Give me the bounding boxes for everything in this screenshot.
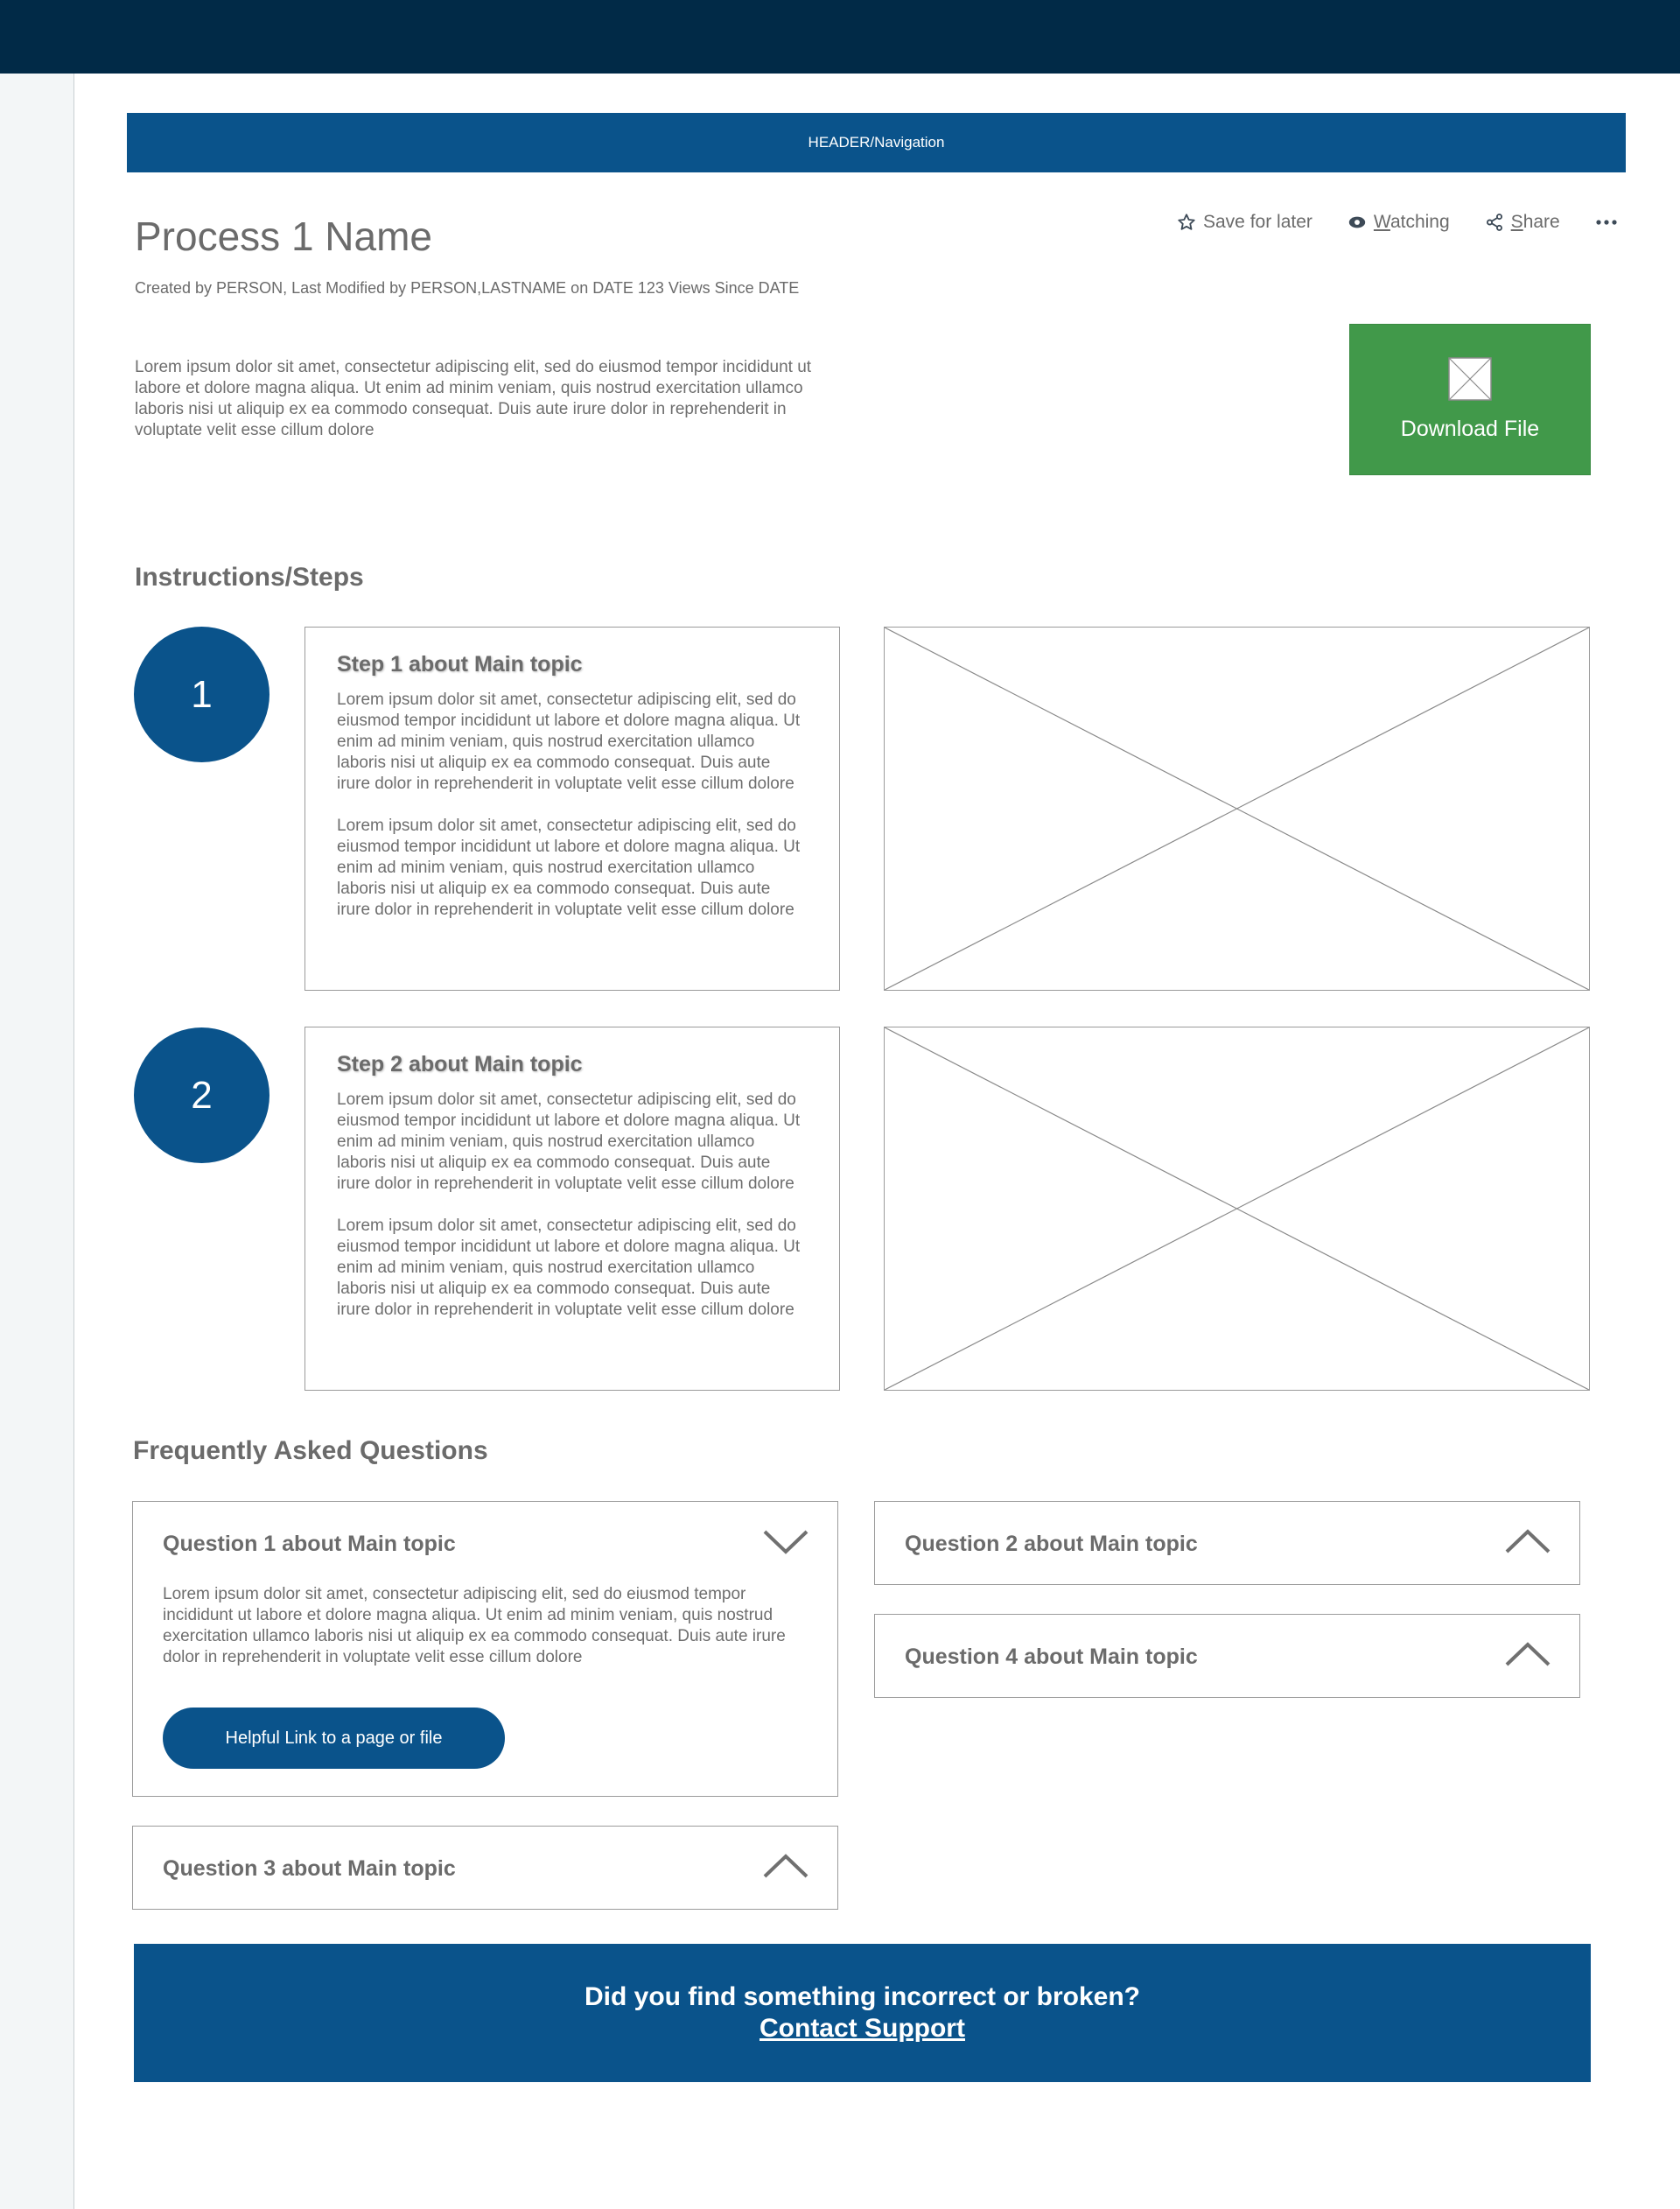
faq-question: Question 3 about Main topic [163,1856,456,1881]
step-title: Step 2 about Main topic [337,1052,583,1076]
step-number-badge [134,1027,270,1163]
header-navigation[interactable] [127,113,1626,172]
more-horizontal-icon [1595,218,1618,227]
step-number: 1 [191,672,213,716]
chevron-up-icon[interactable] [762,1851,809,1881]
chevron-up-icon[interactable] [1504,1639,1551,1669]
share-label: Share [1510,212,1560,232]
faq-item[interactable] [132,1501,838,1797]
page-actions [1177,212,1625,233]
faq-question: Question 4 about Main topic [905,1644,1198,1669]
page-meta: Created by PERSON, Last Modified by PERSON,LASTNAME on DATE 123 Views Since DATE [135,279,800,297]
step-paragraph: Lorem ipsum dolor sit amet, consectetur adipiscing elit, sed do eiusmod tempor incididunt ut labore et dolore magna aliqua. Ut enim ad minim veniam, quis nostrud exercitation ullamco laboris nisi ut aliquip ex ea commodo consequat. Duis aute irure dolor in reprehenderit in voluptate velit esse cillum dolore [337,817,801,919]
share-icon [1485,213,1504,232]
step-image-placeholder [884,627,1590,991]
support-banner [134,1944,1591,2082]
download-file-button[interactable] [1349,324,1591,475]
faq-question: Question 1 about Main topic [163,1532,456,1556]
contact-support-link[interactable]: Contact Support [760,2014,965,2043]
image-placeholder-icon [885,628,1589,990]
faq-item[interactable] [874,1614,1580,1698]
left-rail [0,74,74,2209]
watching-button[interactable] [1348,212,1450,233]
step-number: 2 [191,1073,213,1117]
helpful-link-label: Helpful Link to a page or file [225,1728,443,1748]
intro-text: Lorem ipsum dolor sit amet, consectetur adipiscing elit, sed do eiusmod tempor incididunt ut labore et dolore magna aliqua. Ut enim ad minim veniam, quis nostrud exercitation ullamco laboris nisi ut aliquip ex ea commodo consequat. Duis aute irure dolor in reprehenderit in voluptate velit esse cillum dolore [135,358,812,439]
image-placeholder-icon [885,1027,1589,1390]
step-card [304,1027,840,1391]
step-card [304,627,840,991]
top-bar [0,0,1680,74]
star-icon [1177,213,1196,232]
faq-section-title: Frequently Asked Questions [133,1436,488,1465]
step-paragraph: Lorem ipsum dolor sit amet, consectetur adipiscing elit, sed do eiusmod tempor incididunt ut labore et dolore magna aliqua. Ut enim ad minim veniam, quis nostrud exercitation ullamco laboris nisi ut aliquip ex ea commodo consequat. Duis aute irure dolor in reprehenderit in voluptate velit esse cillum dolore [337,1217,801,1319]
page-title: Process 1 Name [135,214,433,259]
helpful-link-button[interactable] [163,1708,505,1769]
step-paragraph: Lorem ipsum dolor sit amet, consectetur adipiscing elit, sed do eiusmod tempor incididunt ut labore et dolore magna aliqua. Ut enim ad minim veniam, quis nostrud exercitation ullamco laboris nisi ut aliquip ex ea commodo consequat. Duis aute irure dolor in reprehenderit in voluptate velit esse cillum dolore [337,691,801,793]
step-number-badge [134,627,270,762]
chevron-down-icon[interactable] [762,1526,809,1556]
support-question: Did you find something incorrect or broken? [584,1982,1141,2011]
step-title: Step 1 about Main topic [337,652,583,677]
share-button[interactable] [1485,212,1560,233]
step-image-placeholder [884,1027,1590,1391]
image-placeholder-icon [1448,357,1492,401]
faq-question: Question 2 about Main topic [905,1532,1198,1556]
header-nav-label: HEADER/Navigation [808,134,945,151]
eye-icon [1348,213,1367,232]
save-for-later-button[interactable] [1177,212,1312,233]
faq-item[interactable] [132,1826,838,1910]
steps-section-title: Instructions/Steps [135,563,364,592]
step-paragraph: Lorem ipsum dolor sit amet, consectetur adipiscing elit, sed do eiusmod tempor incididunt ut labore et dolore magna aliqua. Ut enim ad minim veniam, quis nostrud exercitation ullamco laboris nisi ut aliquip ex ea commodo consequat. Duis aute irure dolor in reprehenderit in voluptate velit esse cillum dolore [337,1090,801,1193]
save-for-later-label: Save for later [1203,212,1312,232]
faq-answer: Lorem ipsum dolor sit amet, consectetur adipiscing elit, sed do eiusmod tempor incididunt ut labore et dolore magna aliqua. Ut enim ad minim veniam, quis nostrud exercitation ullamco laboris nisi ut aliquip ex ea commodo consequat. Duis aute irure dolor in reprehenderit in voluptate velit esse cillum dolore [163,1585,786,1666]
watching-label: Watching [1373,212,1450,232]
more-options-button[interactable] [1595,218,1625,227]
download-file-label: Download File [1400,417,1540,441]
chevron-up-icon[interactable] [1504,1526,1551,1556]
faq-item[interactable] [874,1501,1580,1585]
